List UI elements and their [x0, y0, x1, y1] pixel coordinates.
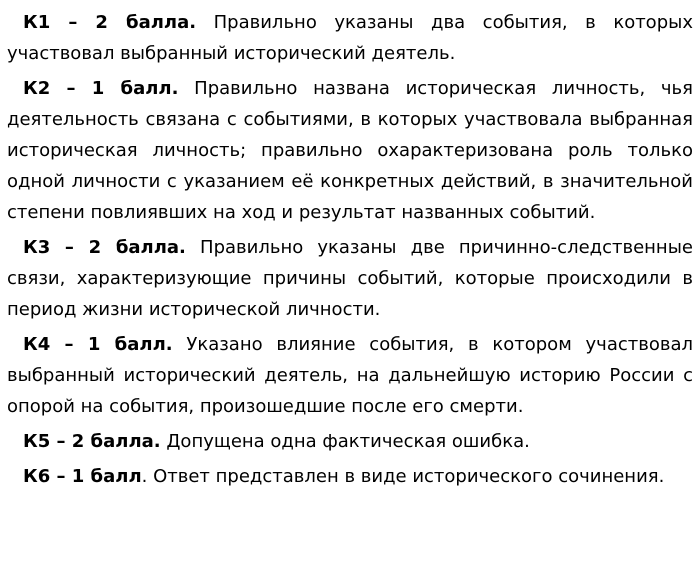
- criterion-k6: [7, 461, 693, 492]
- criterion-text: Правильно названа историческая личность, чья деятельность связана с событиями, в которых участвовала выбранная историческая личность; правильно охарактеризована роль только одной личности с указанием её конкретных действий, в значительной степени повлиявших на ход и результат названных событий.: [7, 78, 693, 223]
- criterion-k3: [7, 232, 693, 325]
- criterion-text: . Ответ представлен в виде исторического сочинения.: [141, 466, 665, 487]
- criterion-k4: [7, 329, 693, 422]
- criterion-text: Правильно указаны две причинно-следственные связи, характеризующие причины событий, которые происходили в период жизни исторической личности.: [7, 237, 693, 320]
- criterion-label: К2 – 1 балл.: [23, 78, 179, 99]
- grading-criteria: [7, 7, 693, 496]
- criterion-label: К6 – 1 балл: [23, 466, 142, 487]
- criterion-text: Допущена одна фактическая ошибка.: [160, 431, 530, 452]
- criterion-label: К4 – 1 балл.: [23, 334, 173, 355]
- criterion-label: К1 – 2 балла.: [23, 12, 197, 33]
- criterion-k2: [7, 73, 693, 228]
- criterion-text: Указано влияние события, в котором участвовал выбранный исторический деятель, на дальнейшую историю России с опорой на события, произошедшие после его смерти.: [7, 334, 693, 417]
- criterion-label: К5 – 2 балла.: [23, 431, 161, 452]
- criterion-text: Правильно указаны два события, в которых участвовал выбранный исторический деятель.: [7, 12, 693, 64]
- criterion-k1: [7, 7, 693, 69]
- criterion-label: К3 – 2 балла.: [23, 237, 186, 258]
- criterion-k5: [7, 426, 693, 457]
